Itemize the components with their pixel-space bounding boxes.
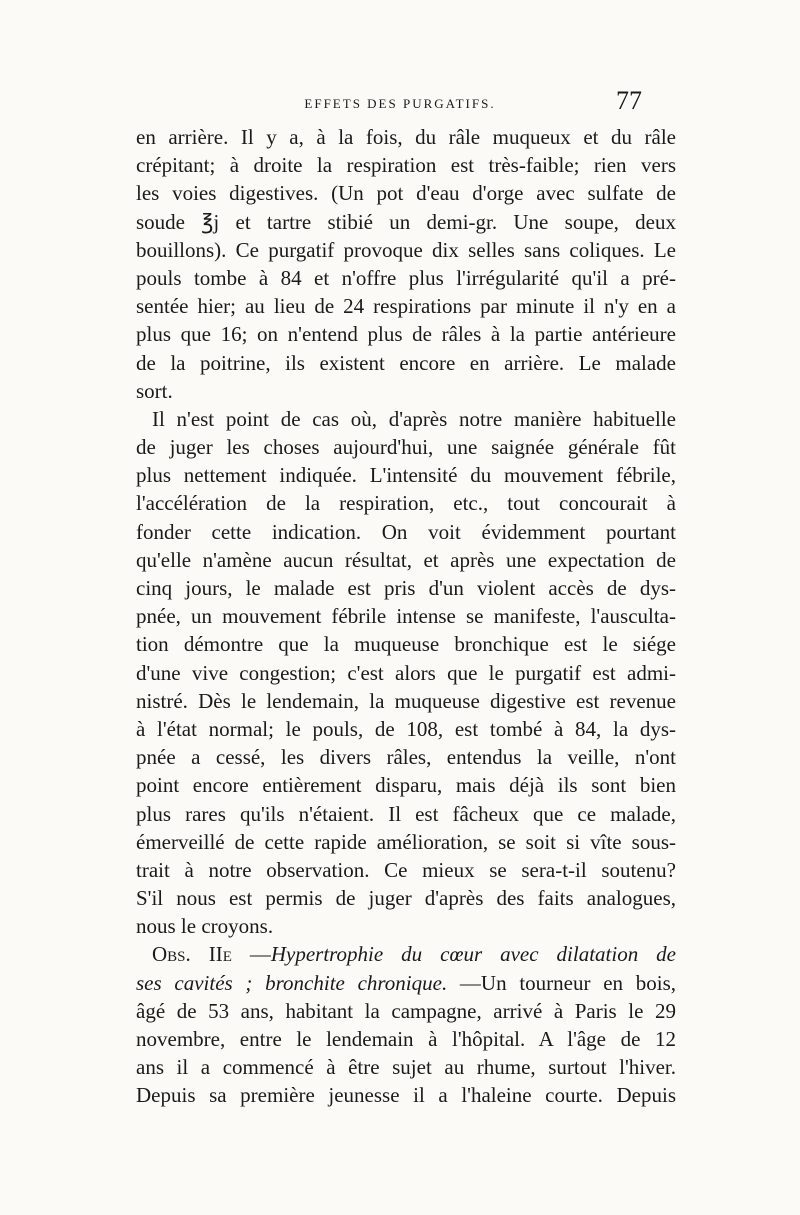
text-line: crépitant; à droite la respiration est très-faible; rien vers [136,153,676,178]
text-line: âgé de 53 ans, habitant la campagne, arrivé à Paris le 29 [136,998,676,1023]
text-line: cinq jours, le malade est pris d'un violent accès de dys- [136,576,676,600]
text-line: pnée a cessé, les divers râles, entendus la veille, n'ont [136,745,676,770]
text-line: l'accélération de la respiration, etc., tout concourait à [136,491,676,516]
text-line: de la poitrine, ils existent encore en arrière. Le malade [136,350,676,375]
text-line: soude ℥j et tartre stibié un demi-gr. Une soupe, deux [136,209,676,234]
text-line: émerveillé de cette rapide amélioration, se soit si vîte sous- [136,829,676,854]
text-line: novembre, entre le lendemain à l'hôpital. A l'âge de 12 [136,1027,676,1051]
text-line: les voies digestives. (Un pot d'eau d'orge avec sulfate de [136,181,676,206]
text-line: sort. [136,378,173,403]
text-line: bouillons). Ce purgatif provoque dix selles sans coliques. Le [136,237,676,262]
text-line: plus que 16; on n'entend plus de râles à la partie antérieure [136,322,676,347]
text-line: à l'état normal; le pouls, de 108, est tombé à 84, la dys- [136,716,676,741]
text-line: plus rares qu'ils n'étaient. Il est fâcheux que ce malade, [136,801,676,826]
text-line: point encore entièrement disparu, mais déjà ils sont bien [136,773,676,798]
text-line: plus nettement indiquée. L'intensité du mouvement fébrile, [136,463,676,488]
text-line: tion démontre que la muqueuse bronchique est le siége [136,632,676,657]
text-fragment: —Un tourneur en bois, [447,970,676,995]
observation-label: Obs. IIe — [152,942,271,967]
text-line: fonder cette indication. On voit évidemment pourtant [136,519,676,544]
text-line: de juger les choses aujourd'hui, une saignée générale fût [136,435,676,460]
text-line: ans il a commencé à être sujet au rhume, surtout l'hiver. [136,1055,676,1080]
text-line: pouls tombe à 84 et n'offre plus l'irrégularité qu'il a pré- [136,265,676,290]
text-line: d'une vive congestion; c'est alors que le purgatif est admi- [136,660,676,685]
text-line: sentée hier; au lieu de 24 respirations par minute il n'y en a [136,294,676,319]
text-line: S'il nous est permis de juger d'après des faits analogues, [136,886,676,911]
text-line: trait à notre observation. Ce mieux se sera-t-il soutenu? [136,857,676,882]
observation-heading-cont [136,969,676,997]
running-title: EFFETS DES PURGATIFS. [304,96,496,111]
text-line: nous le croyons. [136,914,274,939]
text-line: Il n'est point de cas où, d'après notre manière habituelle [152,406,676,431]
observation-heading [136,940,676,968]
text-line: qu'elle n'amène aucun résultat, et après une expectation de [136,547,676,572]
page-number: 77 [616,86,642,115]
observation-title-cont: ses cavités ; bronchite chronique. [136,970,448,995]
text-line: nistré. Dès le lendemain, la muqueuse digestive est revenue [136,688,676,713]
text-line: en arrière. Il y a, à la fois, du râle muqueux et du râle [136,125,676,149]
observation-title: Hypertrophie du cœur avec dilatation de [270,942,676,967]
text-line: pnée, un mouvement fébrile intense se manifeste, l'ausculta- [136,604,676,629]
body-text [136,123,676,1110]
text-line: Depuis sa première jeunesse il a l'haleine courte. Depuis [136,1083,676,1108]
